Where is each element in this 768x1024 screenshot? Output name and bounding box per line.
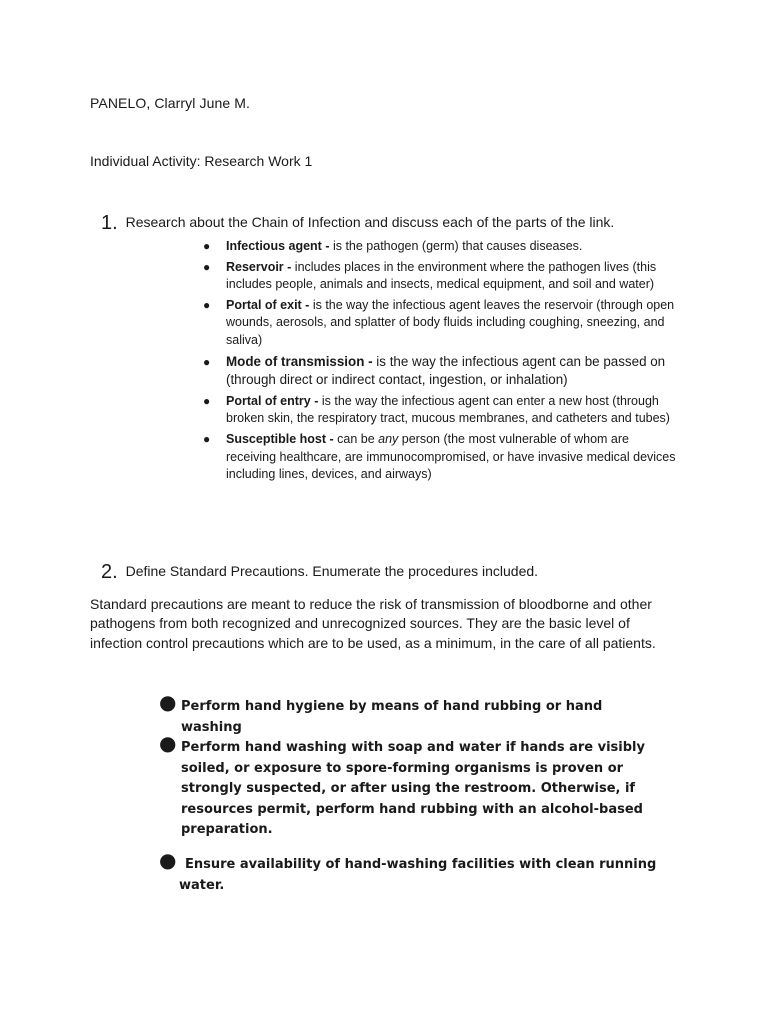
link-desc-before: can be <box>333 432 379 447</box>
bullet-icon: ● <box>203 354 211 369</box>
bullet-icon: ● <box>203 432 211 447</box>
precaution-text: Ensure availability of hand-washing facilities with clean running <box>185 857 657 872</box>
precaution-text: Perform hand hygiene by means of hand rubbing or hand washing <box>181 699 603 735</box>
list-item <box>202 297 682 349</box>
question-2-text: Define Standard Precautions. Enumerate the procedures included. <box>125 563 539 579</box>
link-desc: includes places in the environment where the pathogen lives (this includes people, animals and insects, medical equipment, and soil and water) <box>226 259 657 292</box>
bullet-icon: ● <box>203 239 211 253</box>
list-item <box>202 353 682 390</box>
bullet-icon: ● <box>159 690 177 714</box>
bullet-icon: ● <box>159 848 177 872</box>
link-desc-after: person (the most vulnerable of whom are receiving healthcare, are immunocompromised, or have invasive medical devices including lines, devices, and airways) <box>226 432 676 481</box>
question-1-number: 1. <box>101 212 118 234</box>
precaution-text-continued: water. <box>179 877 225 893</box>
link-term: Reservoir - <box>226 259 292 274</box>
list-item <box>202 393 682 428</box>
link-term: Infectious agent - <box>226 239 330 253</box>
link-term: Portal of exit - <box>226 298 310 313</box>
question-2 <box>101 561 538 584</box>
list-item <box>202 238 682 255</box>
link-desc: is the way the infectious agent can enter a new host (through broken skin, the respiratory tract, mucous membranes, and catheters and tubes) <box>226 394 670 426</box>
list-item <box>202 431 682 483</box>
link-term: Susceptible host - <box>226 432 334 447</box>
question-2-number: 2. <box>101 561 118 583</box>
link-desc: is the way the infectious agent can be passed on (through direct or indirect contact, ingestion, or inhalation) <box>226 353 666 388</box>
author-name: PANELO, Clarryl June M. <box>90 95 250 111</box>
precaution-item <box>159 731 659 841</box>
bullet-icon: ● <box>203 298 211 313</box>
link-desc: is the way the infectious agent leaves the reservoir (through open wounds, aerosols, and splatter of body fluids including coughing, sneezing, and saliva) <box>226 298 675 347</box>
definition-paragraph: Standard precautions are meant to reduce the risk of transmission of bloodborne and other pathogens from both recognized and unrecognized sources. They are the basic level of infection control precautions which are to be used, as a minimum, in the care of all patients. <box>90 596 656 651</box>
bullet-icon: ● <box>203 394 211 409</box>
link-term: Portal of entry - <box>226 394 319 409</box>
link-desc-emphasis: any <box>378 432 399 447</box>
link-term: Mode of transmission - <box>226 353 373 369</box>
bullet-icon: ● <box>159 731 177 755</box>
question-1 <box>101 212 614 235</box>
bullet-icon: ● <box>203 259 211 274</box>
question-1-text: Research about the Chain of Infection and discuss each of the parts of the link. <box>125 214 615 230</box>
precaution-item <box>159 848 659 896</box>
link-desc: is the pathogen (germ) that causes diseases. <box>329 239 583 253</box>
chain-links-list <box>202 238 682 487</box>
precaution-item <box>159 690 659 738</box>
activity-title: Individual Activity: Research Work 1 <box>90 153 313 169</box>
list-item <box>202 259 682 294</box>
precaution-text: Perform hand washing with soap and water if hands are visibly soiled, or exposure to spore-forming organisms is proven or strongly suspected, or after using the restroom. Otherwise, if resources permit, perform hand rubbing with an alcohol-based preparation. <box>181 740 645 837</box>
